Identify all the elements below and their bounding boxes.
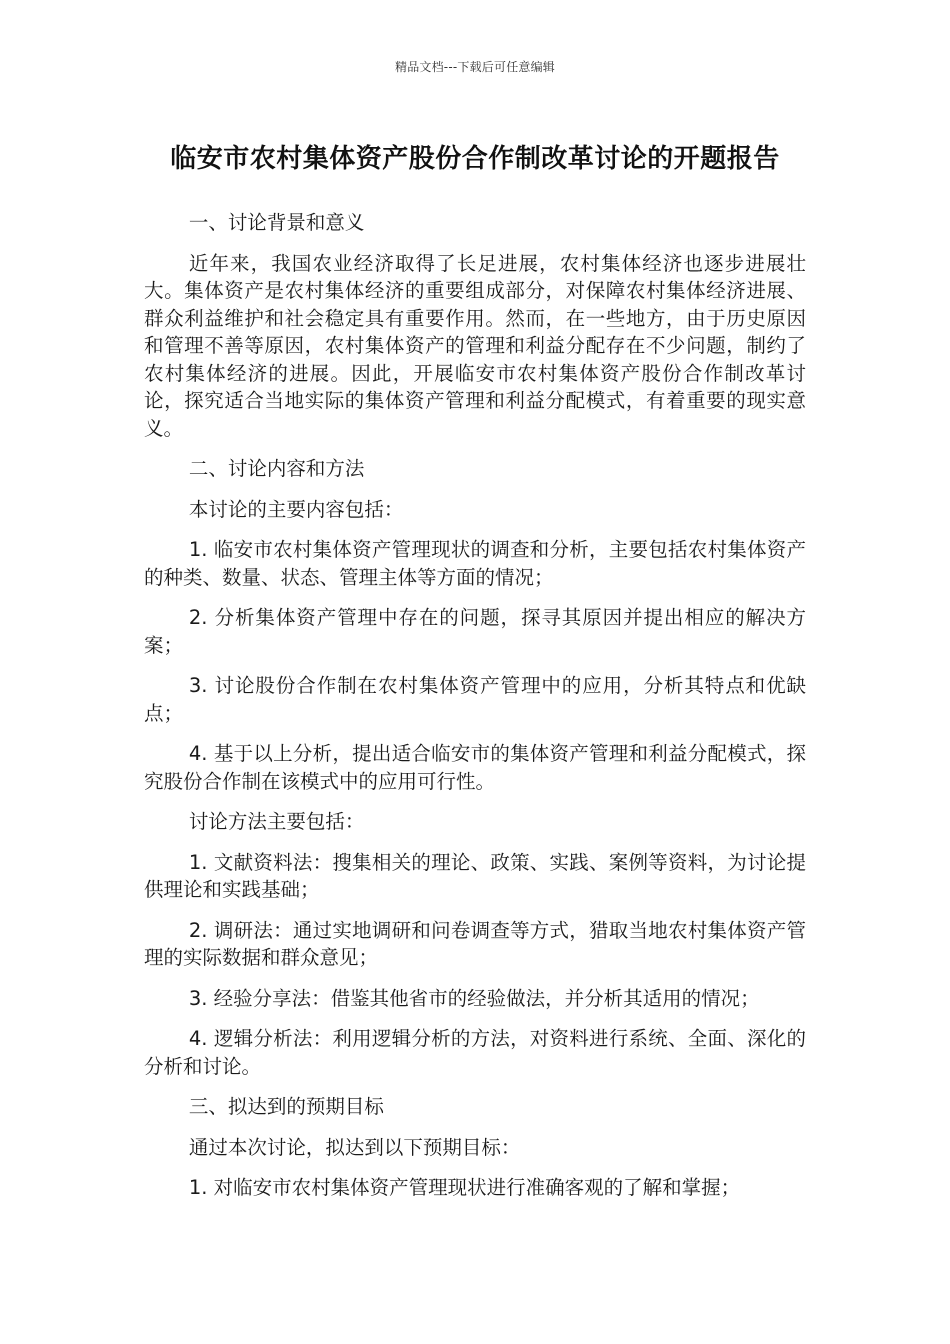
list-item-method-1: 1. 文献资料法：搜集相关的理论、政策、实践、案例等资料，为讨论提供理论和实践基础； [144, 850, 806, 901]
paragraph-methods-intro: 讨论方法主要包括： [188, 810, 365, 833]
list-item-content-1: 1. 临安市农村集体资产管理现状的调查和分析，主要包括农村集体资产的种类、数量、状态、管理主体等方面的情况； [144, 538, 806, 589]
page-header-note: 精品文档---下载后可任意编辑 [395, 60, 555, 74]
list-item-content-4: 4. 基于以上分析，提出适合临安市的集体资产管理和利益分配模式，探究股份合作制在该模式中的应用可行性。 [144, 742, 806, 793]
paragraph-content-intro: 本讨论的主要内容包括： [188, 497, 404, 521]
list-item-goal-1: 1. 对临安市农村集体资产管理现状进行准确客观的了解和掌握； [188, 1176, 741, 1199]
section-heading-goals: 三、拟达到的预期目标 [188, 1095, 384, 1118]
list-item-content-3: 3. 讨论股份合作制在农村集体资产管理中的应用，分析其特点和优缺点； [144, 674, 806, 725]
section-heading-background: 一、讨论背景和意义 [188, 211, 365, 234]
list-item-method-3: 3. 经验分享法：借鉴其他省市的经验做法，并分析其适用的情况； [188, 986, 760, 1010]
document-body [144, 209, 806, 1215]
list-item-method-4: 4. 逻辑分析法：利用逻辑分析的方法，对资料进行系统、全面、深化的分析和讨论。 [144, 1027, 806, 1078]
paragraph-background: 近年来，我国农业经济取得了长足进展，农村集体经济也逐步进展壮大。集体资产是农村集体经济的重要组成部分，对保障农村集体经济进展、群众利益维护和社会稳定具有重要作用。然而，在一些地方，由于历史原因和管理不善等原因，农村集体资产的管理和利益分配存在不少问题，制约了农村集体经济的进展。因此，开展临安市农村集体资产股份合作制改革讨论，探究适合当地实际的集体资产管理和利益分配模式，有着重要的现实意义。 [144, 251, 806, 440]
document-title: 临安市农村集体资产股份合作制改革讨论的开题报告 [170, 144, 780, 174]
list-item-content-2: 2. 分析集体资产管理中存在的问题，探寻其原因并提出相应的解决方案； [144, 606, 806, 657]
paragraph-goals-intro: 通过本次讨论，拟达到以下预期目标： [188, 1135, 521, 1159]
list-item-method-2: 2. 调研法：通过实地调研和问卷调查等方式，猎取当地农村集体资产管理的实际数据和群众意见； [144, 918, 806, 969]
section-heading-content-methods: 二、讨论内容和方法 [188, 457, 365, 480]
